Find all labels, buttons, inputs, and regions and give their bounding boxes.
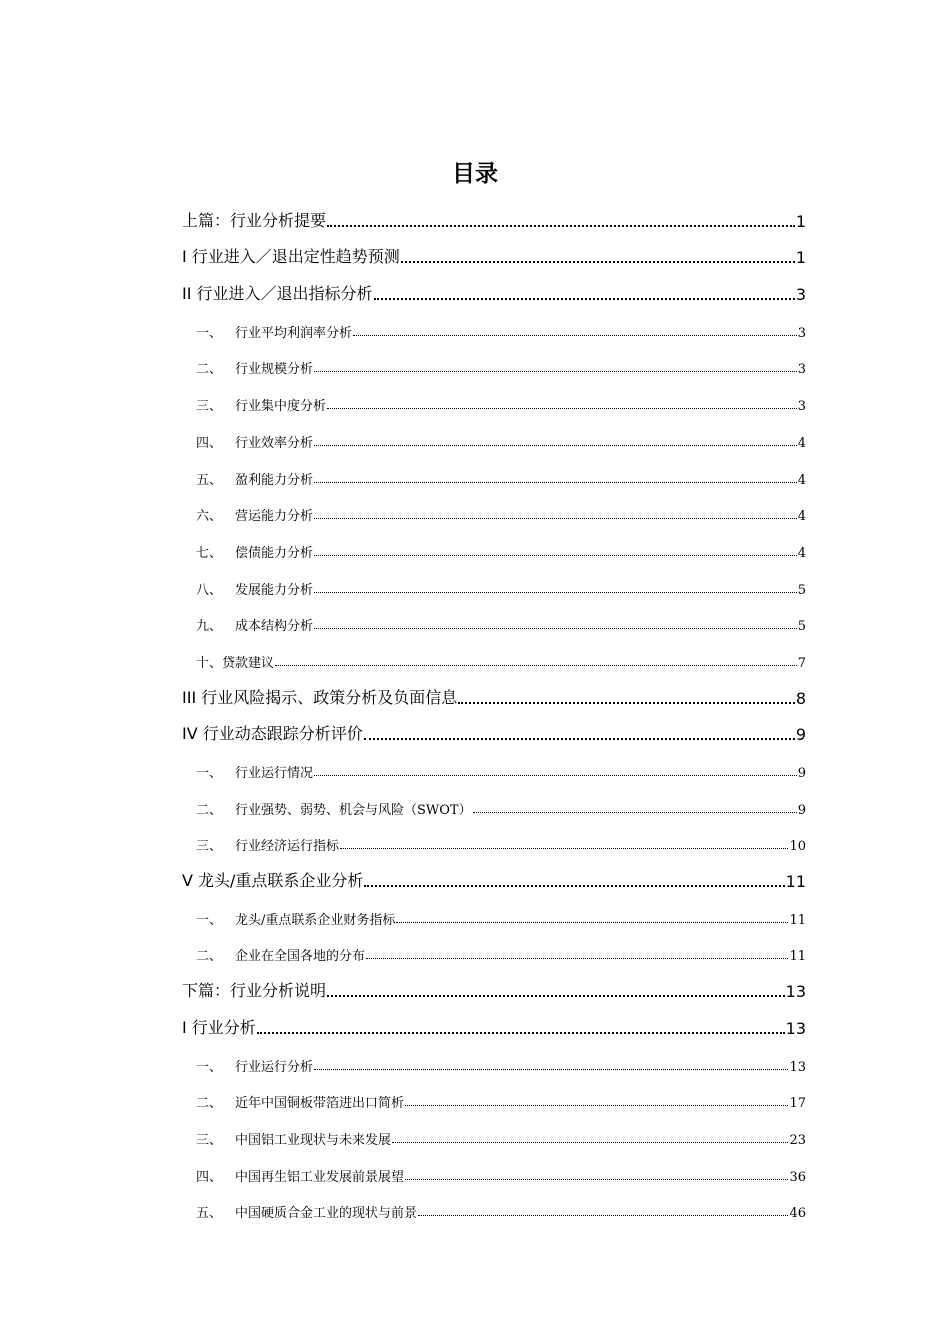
toc-subentry[interactable] bbox=[182, 451, 806, 488]
toc-page-number: 46 bbox=[789, 1206, 806, 1222]
toc-entry[interactable] bbox=[182, 1001, 806, 1038]
toc-page-number: 1 bbox=[795, 248, 806, 268]
toc-entry-number: 十、 bbox=[196, 655, 223, 671]
toc-entry-number: 六、 bbox=[196, 509, 223, 525]
toc-entry-label: I 行业进入／退出定性趋势预测 bbox=[182, 247, 400, 267]
toc-subentry[interactable] bbox=[182, 414, 806, 451]
toc-page-number: 4 bbox=[797, 472, 806, 488]
toc-subentry[interactable] bbox=[182, 341, 806, 378]
toc-page-number: 3 bbox=[797, 325, 806, 341]
dot-leader bbox=[374, 296, 795, 300]
toc-entry-label: 行业效率分析 bbox=[235, 435, 314, 451]
toc-subentry[interactable] bbox=[182, 524, 806, 561]
toc-subentry[interactable] bbox=[182, 598, 806, 635]
toc-subentry[interactable] bbox=[182, 488, 806, 525]
dot-leader bbox=[257, 1030, 785, 1034]
toc-page-number: 4 bbox=[797, 435, 806, 451]
toc-page-number: 3 bbox=[795, 285, 806, 305]
toc-entry-label: 成本结构分析 bbox=[235, 619, 314, 635]
dot-leader bbox=[340, 846, 788, 849]
dot-leader bbox=[314, 443, 797, 446]
dot-leader bbox=[314, 553, 797, 556]
toc-entry-label: 盈利能力分析 bbox=[235, 472, 314, 488]
toc-page-number: 5 bbox=[797, 619, 806, 635]
toc-entry-number: 二、 bbox=[196, 949, 223, 965]
toc-entry-number: 一、 bbox=[196, 1059, 223, 1075]
dot-leader bbox=[392, 1140, 788, 1143]
toc-entry-number: 八、 bbox=[196, 582, 223, 598]
toc-page-number: 4 bbox=[797, 509, 806, 525]
toc-page-number: 10 bbox=[789, 839, 806, 855]
dot-leader bbox=[314, 1067, 788, 1070]
dot-leader bbox=[364, 736, 795, 740]
toc-page-number: 17 bbox=[789, 1096, 806, 1112]
toc-subentry[interactable] bbox=[182, 1185, 806, 1222]
toc-entry-number: 五、 bbox=[196, 1206, 223, 1222]
toc-entry-number: 五、 bbox=[196, 472, 223, 488]
dot-leader bbox=[364, 883, 784, 887]
toc-entry-label: 行业平均利润率分析 bbox=[235, 325, 353, 341]
toc-page-number: 3 bbox=[797, 362, 806, 378]
toc-page-number: 1 bbox=[795, 211, 806, 231]
toc-subentry[interactable] bbox=[182, 561, 806, 598]
toc-subentry[interactable] bbox=[182, 818, 806, 855]
toc-page-number: 9 bbox=[797, 766, 806, 781]
toc-entry[interactable] bbox=[182, 671, 806, 708]
toc-subentry[interactable] bbox=[182, 1075, 806, 1112]
toc-page-number: 8 bbox=[795, 688, 806, 708]
toc-subentry[interactable] bbox=[182, 744, 806, 781]
toc-entry-number: 九、 bbox=[196, 619, 223, 635]
toc-entry-number: 一、 bbox=[196, 912, 223, 928]
toc-entry-label: 行业运行情况 bbox=[235, 766, 314, 781]
dot-leader bbox=[418, 1213, 788, 1216]
toc-page-number: 7 bbox=[797, 655, 806, 671]
toc-entry-label: 中国硬质合金工业的现状与前景 bbox=[235, 1206, 418, 1222]
toc-entry-label: 营运能力分析 bbox=[235, 509, 314, 525]
toc-page-number: 13 bbox=[785, 982, 806, 1002]
toc-page-number: 13 bbox=[785, 1018, 806, 1038]
toc-page-number: 11 bbox=[789, 949, 806, 965]
dot-leader bbox=[314, 773, 797, 776]
toc-page-number: 11 bbox=[789, 912, 806, 928]
toc-subentry[interactable] bbox=[182, 634, 806, 671]
toc-entry-label: IV 行业动态跟踪分析评价 bbox=[182, 724, 363, 744]
toc-entry-label: 中国再生铝工业发展前景展望 bbox=[235, 1169, 405, 1185]
dot-leader bbox=[353, 333, 797, 336]
toc-entry-label: 行业集中度分析 bbox=[235, 399, 327, 415]
toc-page-number: 11 bbox=[785, 872, 806, 892]
toc-list bbox=[182, 194, 806, 1221]
toc-entry-label: II 行业进入／退出指标分析 bbox=[182, 284, 373, 304]
toc-entry-label: 发展能力分析 bbox=[235, 582, 314, 598]
toc-entry-label: I 行业分析 bbox=[182, 1017, 256, 1037]
toc-entry-number: 一、 bbox=[196, 766, 223, 781]
dot-leader bbox=[401, 259, 795, 263]
toc-entry-label: 上篇：行业分析提要 bbox=[182, 210, 327, 230]
toc-entry-label: 贷款建议 bbox=[222, 655, 275, 671]
toc-page-number: 9 bbox=[797, 802, 806, 818]
toc-entry-label: 行业强势、弱势、机会与风险（SWOT） bbox=[235, 802, 472, 818]
toc-subentry[interactable] bbox=[182, 928, 806, 965]
toc-entry-label: 行业经济运行指标 bbox=[235, 839, 340, 855]
toc-entry-label: 龙头/重点联系企业财务指标 bbox=[235, 912, 396, 928]
toc-subentry[interactable] bbox=[182, 891, 806, 928]
toc-page-number: 36 bbox=[789, 1169, 806, 1185]
toc-entry-number: 三、 bbox=[196, 399, 223, 415]
toc-entry[interactable] bbox=[182, 267, 806, 304]
toc-entry-number: 一、 bbox=[196, 325, 223, 341]
dot-leader bbox=[327, 223, 795, 227]
toc-entry-label: 行业规模分析 bbox=[235, 362, 314, 378]
dot-leader bbox=[366, 956, 788, 959]
toc-entry[interactable] bbox=[182, 964, 806, 1001]
dot-leader bbox=[314, 369, 797, 372]
dot-leader bbox=[314, 516, 797, 519]
toc-entry-label: 偿债能力分析 bbox=[235, 545, 314, 561]
dot-leader bbox=[314, 480, 797, 483]
toc-entry-number: 三、 bbox=[196, 1132, 223, 1148]
toc-page-number: 3 bbox=[797, 399, 806, 415]
dot-leader bbox=[327, 993, 785, 997]
dot-leader bbox=[314, 590, 797, 593]
toc-entry[interactable] bbox=[182, 854, 806, 891]
toc-entry-number: 七、 bbox=[196, 545, 223, 561]
toc-page-number: 5 bbox=[797, 582, 806, 598]
dot-leader bbox=[405, 1103, 788, 1106]
toc-page-number: 13 bbox=[789, 1059, 806, 1075]
toc-entry[interactable] bbox=[182, 231, 806, 268]
toc-entry-number: 四、 bbox=[196, 435, 223, 451]
dot-leader bbox=[327, 406, 797, 409]
toc-entry-label: 下篇：行业分析说明 bbox=[182, 981, 327, 1001]
toc-entry-label: 企业在全国各地的分布 bbox=[235, 949, 366, 965]
toc-entry[interactable] bbox=[182, 708, 806, 745]
toc-subentry[interactable] bbox=[182, 781, 806, 818]
toc-page-number: 23 bbox=[789, 1132, 806, 1148]
toc-entry-number: 二、 bbox=[196, 802, 223, 818]
toc-subentry[interactable] bbox=[182, 377, 806, 414]
toc-entry[interactable] bbox=[182, 194, 806, 231]
dot-leader bbox=[396, 920, 788, 923]
toc-page-number: 4 bbox=[797, 545, 806, 561]
toc-entry-label: 近年中国铜板带箔进出口简析 bbox=[235, 1096, 405, 1112]
toc-subentry[interactable] bbox=[182, 1038, 806, 1075]
toc-entry-label: V 龙头/重点联系企业分析 bbox=[182, 871, 364, 891]
dot-leader bbox=[275, 663, 797, 666]
dot-leader bbox=[458, 700, 795, 704]
dot-leader bbox=[473, 810, 797, 813]
toc-entry-label: 行业运行分析 bbox=[235, 1059, 314, 1075]
toc-title: 目录 bbox=[452, 161, 498, 187]
toc-subentry[interactable] bbox=[182, 1111, 806, 1148]
toc-page-number: 9 bbox=[795, 725, 806, 745]
toc-entry-label: 中国铝工业现状与未来发展 bbox=[235, 1132, 392, 1148]
toc-entry-number: 四、 bbox=[196, 1169, 223, 1185]
toc-subentry[interactable] bbox=[182, 1148, 806, 1185]
dot-leader bbox=[314, 626, 797, 629]
toc-entry-number: 二、 bbox=[196, 1096, 223, 1112]
toc-entry-number: 二、 bbox=[196, 362, 223, 378]
toc-entry-label: III 行业风险揭示、政策分析及负面信息 bbox=[182, 687, 458, 707]
dot-leader bbox=[405, 1177, 788, 1180]
toc-subentry[interactable] bbox=[182, 304, 806, 341]
toc-entry-number: 三、 bbox=[196, 839, 223, 855]
